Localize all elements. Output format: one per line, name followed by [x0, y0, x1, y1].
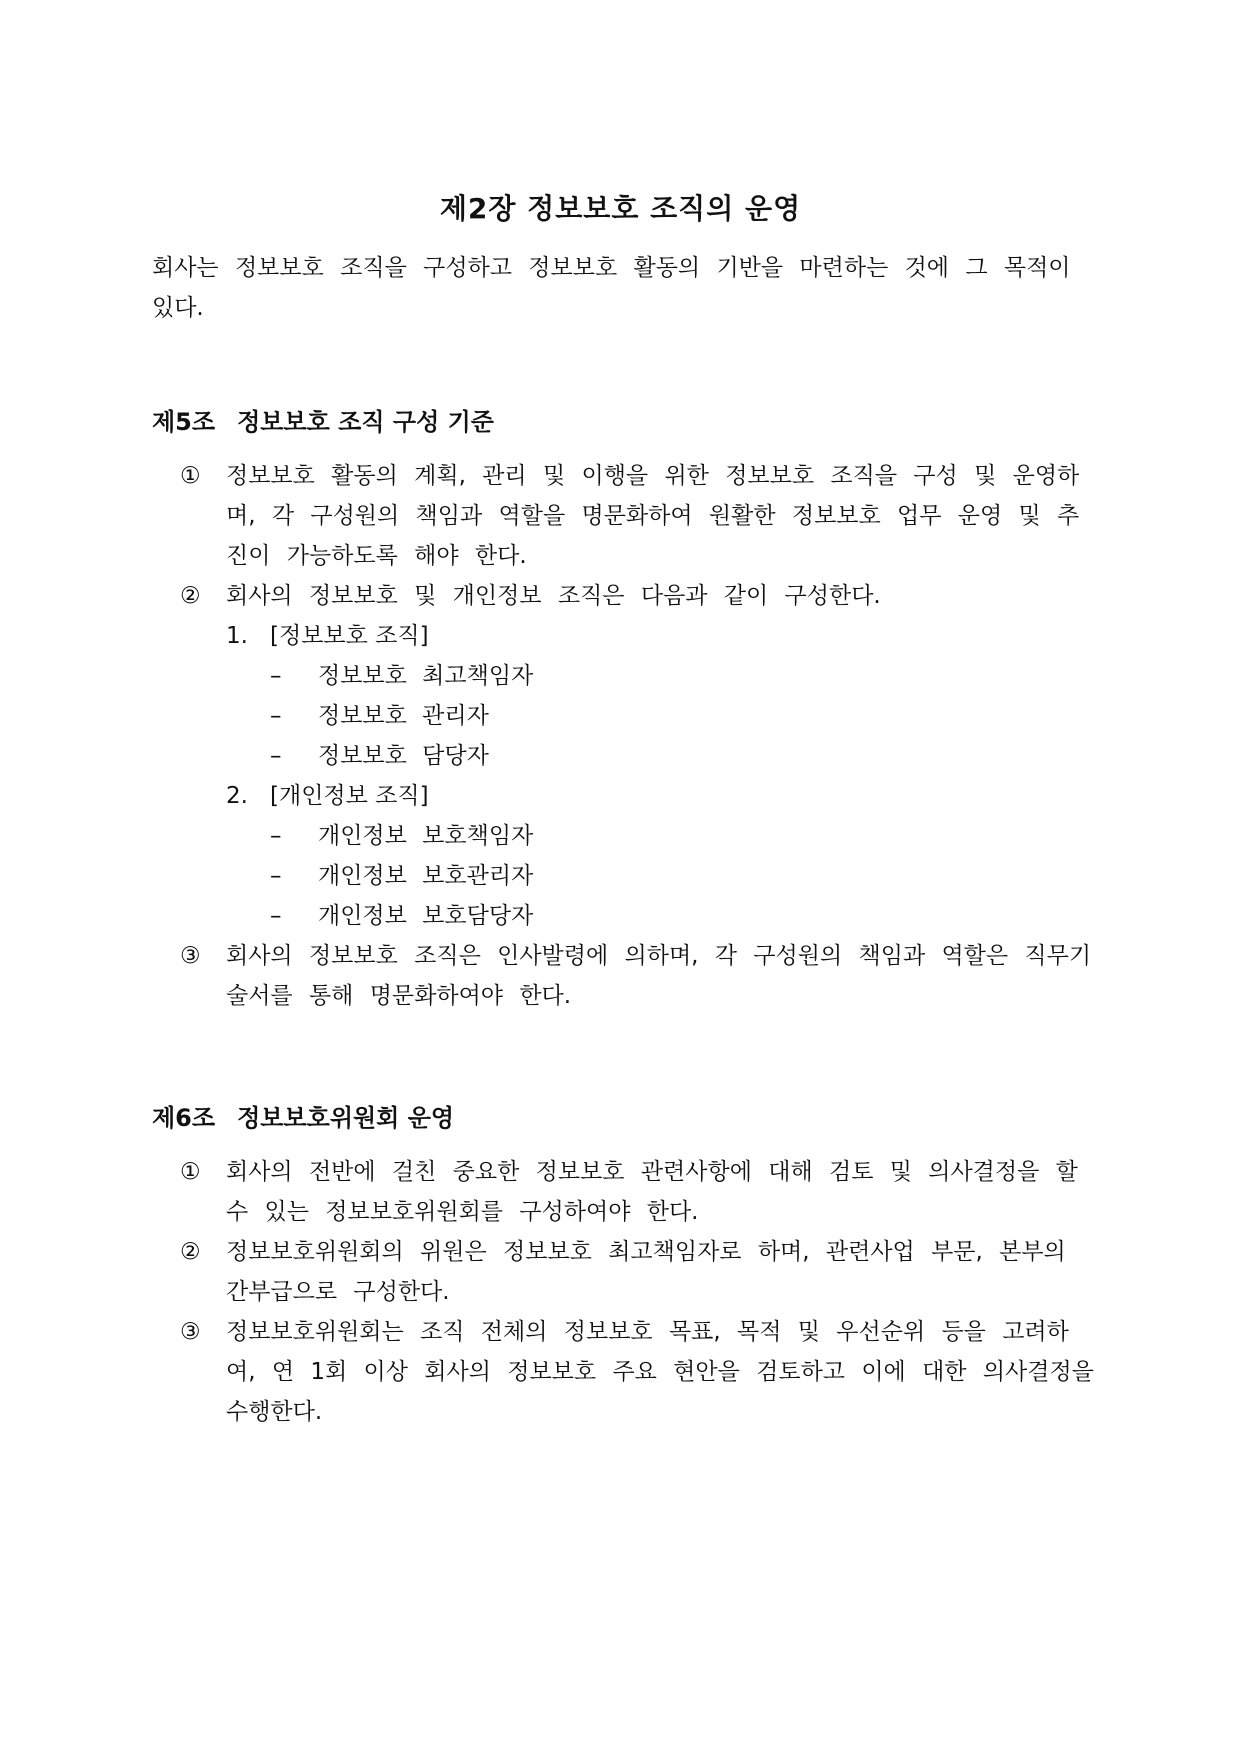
clause-text: 정보보호 활동의 계획, 관리 및 이행을 위한 정보보호 조직을 구성 및 운영하며, 각 구성원의 책임과 역할을 명문화하여 원활한 정보보호 업무 운영 및 추진이 가능하도록 해야 한다.: [226, 463, 1080, 569]
role-label: 정보보호 담당자: [318, 743, 489, 769]
role-label: 정보보호 최고책임자: [318, 663, 534, 689]
chapter-intro: 회사는 정보보호 조직을 구성하고 정보보호 활동의 기반을 마련하는 것에 그 목적이 있다.: [152, 255, 1071, 321]
role-label: 개인정보 보호담당자: [318, 903, 534, 929]
org-group-privacy: [226, 776, 429, 816]
article-5-clause-1: [180, 456, 1096, 576]
chapter-title: 제2장 정보보호 조직의 운영: [439, 192, 802, 225]
dash-bullet: –: [270, 863, 282, 889]
list-item: [270, 736, 489, 776]
article-5-heading: [152, 402, 494, 437]
clause-number: ③: [180, 1319, 201, 1345]
article-6-heading: [152, 1098, 454, 1133]
clause-text: 정보보호위원회는 조직 전체의 정보보호 목표, 목적 및 우선순위 등을 고려하여, 연 1회 이상 회사의 정보보호 주요 현안을 검토하고 이에 대한 의사결정을 수행한다.: [226, 1319, 1094, 1425]
group-label: [개인정보 조직]: [270, 783, 429, 809]
role-label: 개인정보 보호책임자: [318, 823, 534, 849]
dash-bullet: –: [270, 903, 282, 929]
clause-text: 회사의 정보보호 조직은 인사발령에 의하며, 각 구성원의 책임과 역할은 직무기술서를 통해 명문화하여야 한다.: [226, 943, 1092, 1009]
article-5-clause-3: [180, 936, 1096, 1016]
list-item: [270, 896, 533, 936]
article-5-number: 제5조: [152, 408, 216, 436]
org-group-security: [226, 616, 429, 656]
group-index: 2.: [226, 783, 248, 809]
dash-bullet: –: [270, 703, 282, 729]
clause-text: 회사의 전반에 걸친 중요한 정보보호 관련사항에 대해 검토 및 의사결정을 할 수 있는 정보보호위원회를 구성하여야 한다.: [226, 1159, 1078, 1225]
clause-number: ③: [180, 943, 201, 969]
clause-number: ①: [180, 463, 201, 489]
list-item: [270, 696, 489, 736]
dash-bullet: –: [270, 823, 282, 849]
dash-bullet: –: [270, 663, 282, 689]
clause-text: 회사의 정보보호 및 개인정보 조직은 다음과 같이 구성한다.: [226, 583, 881, 609]
role-label: 정보보호 관리자: [318, 703, 489, 729]
article-6-title: 정보보호위원회 운영: [237, 1104, 455, 1132]
article-6-number: 제6조: [152, 1104, 216, 1132]
clause-number: ②: [180, 1239, 201, 1265]
dash-bullet: –: [270, 743, 282, 769]
list-item: [270, 656, 533, 696]
clause-text: 정보보호위원회의 위원은 정보보호 최고책임자로 하며, 관련사업 부문, 본부의 간부급으로 구성한다.: [226, 1239, 1066, 1305]
article-5-title: 정보보호 조직 구성 기준: [237, 408, 494, 436]
article-5-clause-2: [180, 576, 1096, 616]
role-label: 개인정보 보호관리자: [318, 863, 534, 889]
article-6-clause-3: [180, 1312, 1096, 1432]
clause-number: ②: [180, 583, 201, 609]
article-6-clause-2: [180, 1232, 1096, 1312]
clause-number: ①: [180, 1159, 201, 1185]
list-item: [270, 856, 533, 896]
article-6-clause-1: [180, 1152, 1096, 1232]
group-index: 1.: [226, 623, 248, 649]
list-item: [270, 816, 533, 856]
group-label: [정보보호 조직]: [270, 623, 429, 649]
